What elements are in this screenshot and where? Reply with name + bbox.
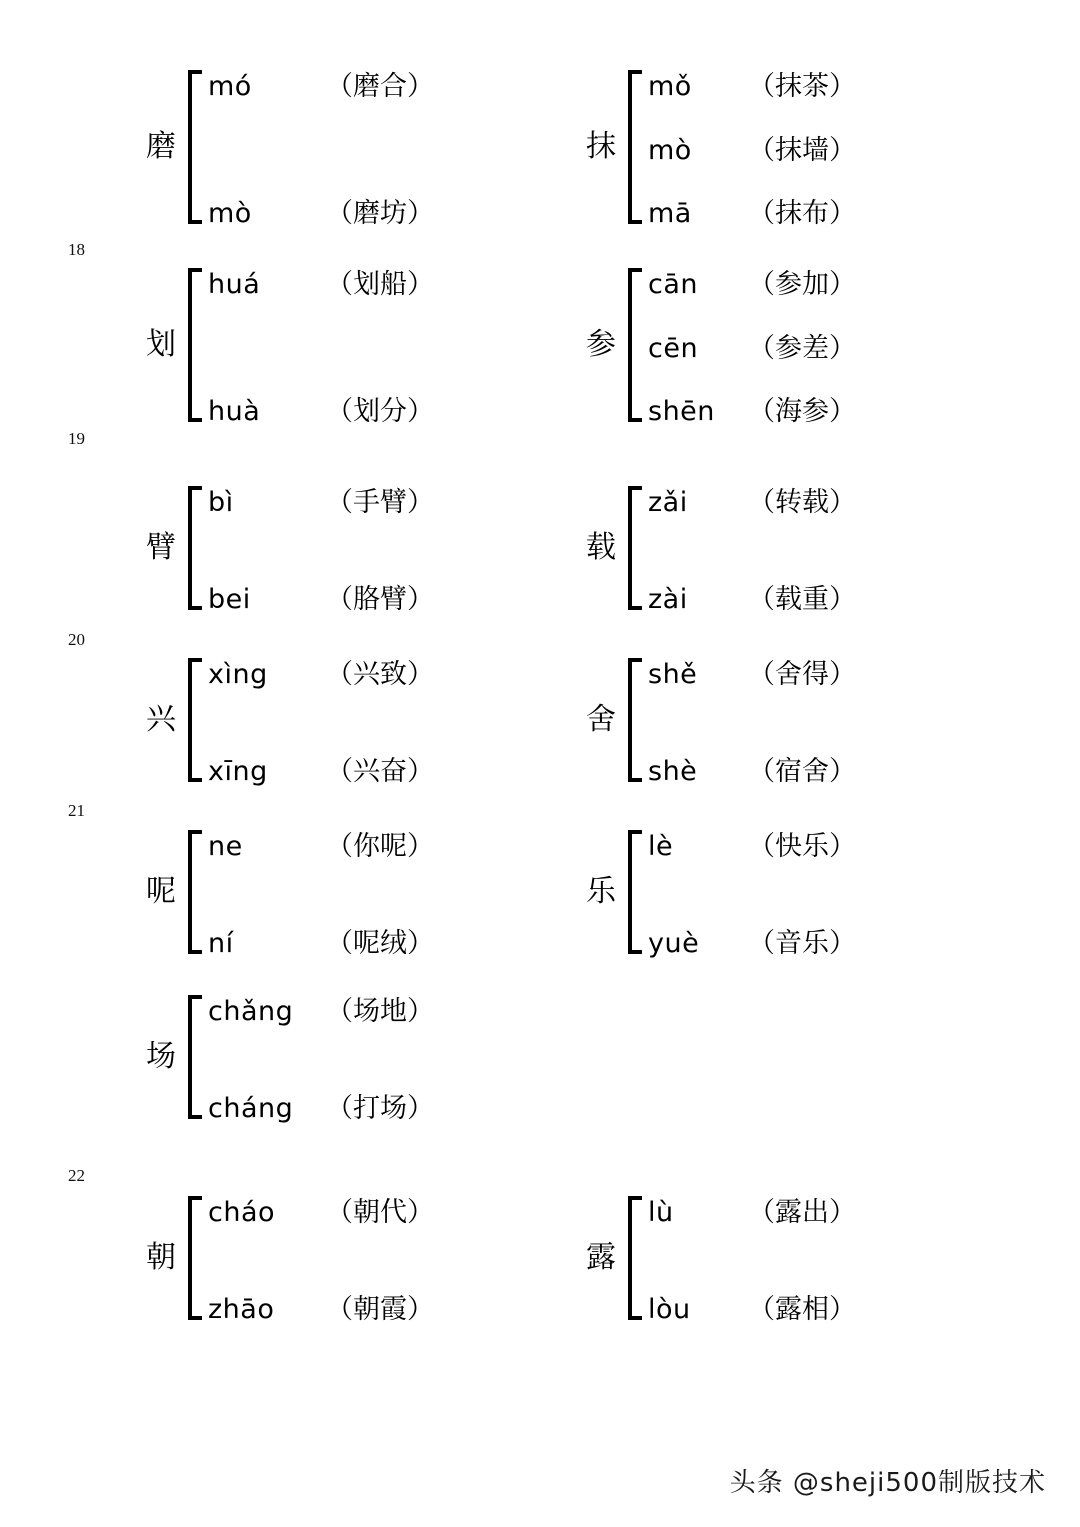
polyphone-group	[580, 824, 856, 960]
pinyin-reading: huà	[208, 396, 261, 427]
example-word: （快乐）	[748, 831, 856, 862]
row-number: 19	[68, 429, 85, 448]
watermark: 头条 @sheji500制版技术	[729, 1468, 1046, 1498]
pinyin-reading: shēn	[648, 396, 715, 427]
example-word: （转载）	[748, 487, 856, 518]
pinyin-reading: mā	[648, 198, 692, 229]
pinyin-reading: cēn	[648, 332, 699, 364]
pronunciation-list	[208, 262, 434, 428]
brace-bottom-arm	[628, 950, 642, 954]
polyphone-group	[140, 1190, 434, 1326]
example-word: （手臂）	[326, 487, 434, 518]
polyphone-group	[580, 262, 856, 428]
group-character: 露	[586, 1240, 616, 1275]
row-number: 18	[68, 240, 85, 259]
example-word: （抹墙）	[748, 134, 856, 166]
brace-bracket	[188, 64, 204, 230]
example-word: （兴致）	[326, 659, 434, 690]
row-number: 21	[68, 801, 85, 820]
pinyin-reading: ní	[208, 928, 234, 959]
brace-bracket	[188, 652, 204, 788]
brace-bracket	[188, 1190, 204, 1326]
pinyin-reading: xìng	[208, 659, 268, 690]
row-number: 20	[68, 630, 85, 649]
group-character: 乐	[586, 874, 616, 909]
pinyin-reading: cān	[648, 269, 699, 300]
pronunciation-entry	[208, 480, 434, 519]
brace-bottom-arm	[628, 220, 642, 224]
pronunciation-entry	[648, 191, 856, 230]
pronunciation-entry	[208, 1086, 434, 1125]
pronunciation-entry	[208, 262, 434, 301]
pronunciation-list	[648, 1190, 856, 1326]
pinyin-reading: yuè	[648, 928, 700, 959]
pinyin-reading: ne	[208, 831, 243, 862]
brace-bracket	[188, 824, 204, 960]
pronunciation-entry	[208, 1287, 434, 1326]
pinyin-reading: mǒ	[648, 71, 692, 102]
example-word: （划分）	[326, 396, 434, 427]
brace-bracket	[628, 480, 644, 616]
pinyin-reading: mò	[648, 134, 692, 166]
example-word: （朝代）	[326, 1197, 434, 1228]
pronunciation-list	[648, 262, 856, 428]
pronunciation-entry	[648, 577, 856, 616]
brace-bottom-arm	[188, 1115, 202, 1119]
example-word: （呢绒）	[326, 928, 434, 959]
pronunciation-entry	[648, 262, 856, 301]
example-word: （参差）	[748, 332, 856, 364]
brace-bracket	[188, 989, 204, 1125]
pronunciation-entry	[648, 128, 856, 167]
group-character: 舍	[586, 702, 616, 737]
pronunciation-entry	[208, 389, 434, 428]
polyphone-group	[140, 824, 434, 960]
pinyin-reading: cháo	[208, 1197, 276, 1228]
example-word: （露出）	[748, 1197, 856, 1228]
pinyin-reading: bì	[208, 487, 234, 518]
pinyin-reading: zǎi	[648, 487, 688, 518]
brace-bottom-arm	[628, 606, 642, 610]
pinyin-reading: lè	[648, 831, 674, 862]
pinyin-reading: zài	[648, 584, 688, 615]
pinyin-reading: huá	[208, 269, 261, 300]
polyphone-group	[580, 480, 856, 616]
example-word: （朝霞）	[326, 1294, 434, 1325]
polyphone-group	[140, 262, 434, 428]
pronunciation-entry	[648, 64, 856, 103]
pinyin-reading: cháng	[208, 1093, 294, 1124]
brace-bottom-arm	[628, 418, 642, 422]
brace-bottom-arm	[188, 418, 202, 422]
brace-bracket	[628, 262, 644, 428]
example-word: （你呢）	[326, 831, 434, 862]
pronunciation-entry	[208, 989, 434, 1028]
brace-bracket	[188, 262, 204, 428]
group-character: 臂	[146, 530, 176, 565]
pronunciation-entry	[648, 480, 856, 519]
pinyin-reading: lù	[648, 1197, 674, 1228]
pronunciation-entry	[208, 824, 434, 863]
polyphone-group	[140, 989, 434, 1125]
brace-bracket	[628, 824, 644, 960]
brace-bottom-arm	[188, 606, 202, 610]
brace-bracket	[628, 64, 644, 230]
row-number: 22	[68, 1166, 85, 1185]
pronunciation-entry	[648, 1287, 856, 1326]
example-word: （胳臂）	[326, 584, 434, 615]
pronunciation-entry	[648, 749, 856, 788]
example-word: （兴奋）	[326, 756, 434, 787]
pronunciation-list	[648, 824, 856, 960]
example-word: （音乐）	[748, 928, 856, 959]
pinyin-reading: lòu	[648, 1294, 691, 1325]
group-character: 兴	[146, 702, 176, 737]
example-word: （划船）	[326, 269, 434, 300]
group-character: 划	[146, 327, 176, 362]
brace-bottom-arm	[628, 778, 642, 782]
example-word: （载重）	[748, 584, 856, 615]
pinyin-reading: bei	[208, 584, 251, 615]
pinyin-reading: chǎng	[208, 996, 294, 1027]
example-word: （场地）	[326, 996, 434, 1027]
brace-bottom-arm	[188, 1316, 202, 1320]
example-word: （海参）	[748, 396, 856, 427]
pronunciation-list	[208, 480, 434, 616]
pinyin-reading: xīng	[208, 756, 268, 787]
pronunciation-list	[208, 989, 434, 1125]
polyphone-group	[580, 652, 856, 788]
pronunciation-entry	[648, 389, 856, 428]
brace-bottom-arm	[188, 950, 202, 954]
brace-bracket	[628, 652, 644, 788]
pinyin-reading: mò	[208, 198, 252, 229]
example-word: （宿舍）	[748, 756, 856, 787]
pronunciation-entry	[648, 824, 856, 863]
brace-bracket	[628, 1190, 644, 1326]
brace-bottom-arm	[188, 220, 202, 224]
pinyin-reading: zhāo	[208, 1294, 275, 1325]
brace-bracket	[188, 480, 204, 616]
example-word: （抹茶）	[748, 71, 856, 102]
pronunciation-entry	[208, 749, 434, 788]
group-character: 场	[146, 1039, 176, 1074]
group-character: 朝	[146, 1240, 176, 1275]
pronunciation-entry	[208, 64, 434, 103]
group-character: 载	[586, 530, 616, 565]
example-word: （抹布）	[748, 198, 856, 229]
pronunciation-entry	[208, 191, 434, 230]
group-character: 呢	[146, 874, 176, 909]
pronunciation-entry	[648, 1190, 856, 1229]
pronunciation-entry	[208, 1190, 434, 1229]
pronunciation-list	[648, 652, 856, 788]
pronunciation-list	[648, 64, 856, 230]
group-character: 抹	[586, 129, 616, 164]
example-word: （打场）	[326, 1093, 434, 1124]
polyphone-group	[140, 64, 434, 230]
pronunciation-entry	[648, 652, 856, 691]
polyphone-group	[580, 1190, 856, 1326]
example-word: （磨坊）	[326, 198, 434, 229]
brace-bottom-arm	[188, 778, 202, 782]
brace-bottom-arm	[628, 1316, 642, 1320]
group-character: 参	[586, 327, 616, 362]
pronunciation-entry	[208, 921, 434, 960]
pronunciation-list	[648, 480, 856, 616]
pronunciation-list	[208, 652, 434, 788]
pronunciation-entry	[648, 326, 856, 365]
example-word: （露相）	[748, 1294, 856, 1325]
polyphone-group	[580, 64, 856, 230]
pinyin-reading: shě	[648, 659, 698, 690]
pronunciation-entry	[208, 577, 434, 616]
pronunciation-entry	[208, 652, 434, 691]
pronunciation-entry	[648, 921, 856, 960]
example-word: （参加）	[748, 269, 856, 300]
pronunciation-list	[208, 64, 434, 230]
example-word: （磨合）	[326, 71, 434, 102]
polyphone-group	[140, 652, 434, 788]
pinyin-reading: shè	[648, 756, 698, 787]
pronunciation-list	[208, 824, 434, 960]
group-character: 磨	[146, 129, 176, 164]
polyphone-group	[140, 480, 434, 616]
pronunciation-list	[208, 1190, 434, 1326]
pinyin-reading: mó	[208, 71, 252, 102]
example-word: （舍得）	[748, 659, 856, 690]
